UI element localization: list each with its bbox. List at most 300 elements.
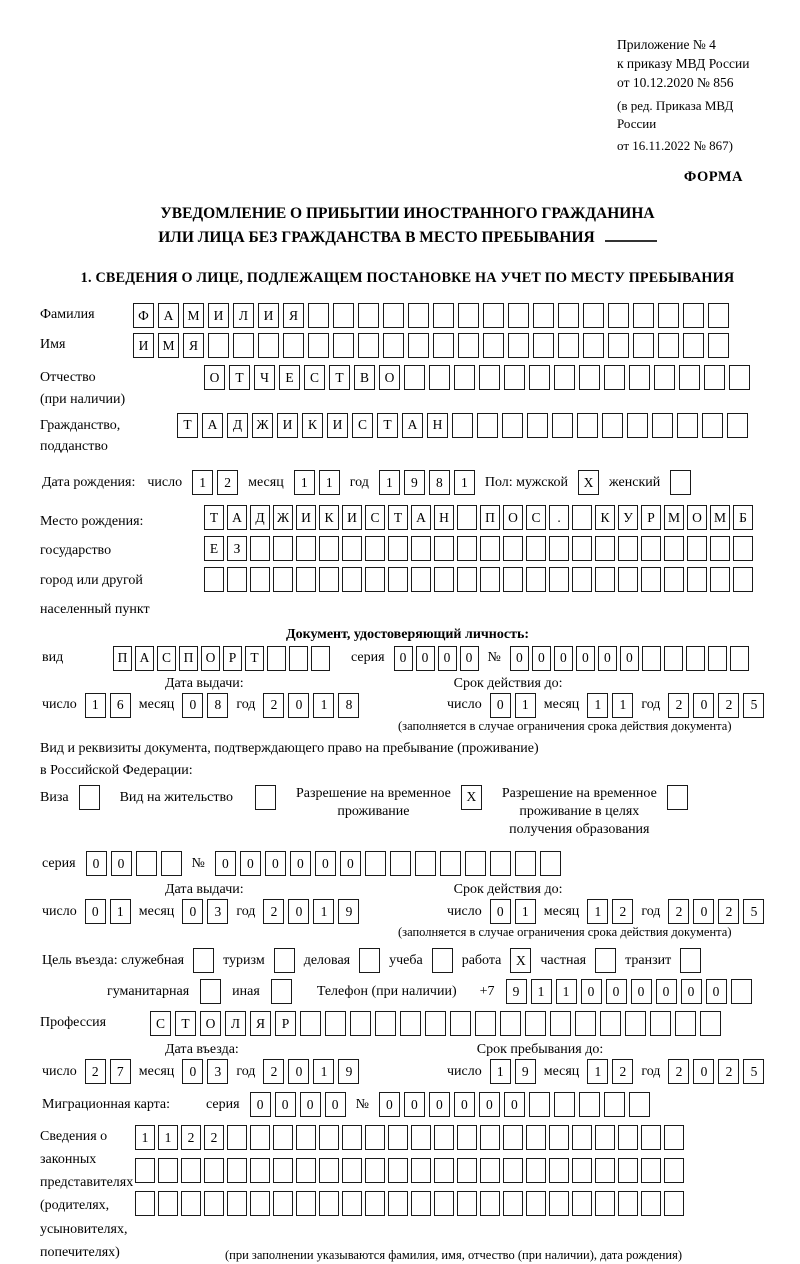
char-cell[interactable]: О [204,365,225,390]
char-cell[interactable] [388,1191,408,1216]
char-cell[interactable] [515,851,536,876]
char-cell[interactable]: Т [377,413,398,438]
char-cell[interactable]: 9 [506,979,527,1004]
char-cell[interactable]: С [304,365,325,390]
char-cell[interactable] [526,1158,546,1183]
char-cell[interactable] [390,851,411,876]
char-cell[interactable] [457,1158,477,1183]
char-cell[interactable] [250,1158,270,1183]
char-cell[interactable]: 0 [631,979,652,1004]
char-cell[interactable]: Н [434,505,454,530]
char-cell[interactable]: 0 [510,646,529,671]
char-cell[interactable]: С [150,1011,171,1036]
char-cell[interactable] [608,303,629,328]
char-cell[interactable]: 1 [85,693,106,718]
char-cell[interactable]: 1 [192,470,213,495]
char-cell[interactable] [283,333,304,358]
char-cell[interactable] [503,536,523,561]
char-cell[interactable]: 2 [263,1059,284,1084]
char-cell[interactable] [633,303,654,328]
char-cell[interactable]: Т [177,413,198,438]
char-cell[interactable] [526,536,546,561]
char-cell[interactable]: 0 [404,1092,425,1117]
char-cell[interactable] [704,365,725,390]
char-cell[interactable] [204,567,224,592]
char-cell[interactable]: 0 [290,851,311,876]
char-cell[interactable] [618,1191,638,1216]
char-cell[interactable]: 2 [263,899,284,924]
char-cell[interactable] [618,567,638,592]
transit-checkbox[interactable] [680,948,701,973]
char-cell[interactable] [433,333,454,358]
char-cell[interactable] [508,333,529,358]
char-cell[interactable] [483,303,504,328]
char-cell[interactable]: 0 [490,899,511,924]
char-cell[interactable] [388,1125,408,1150]
char-cell[interactable] [311,646,330,671]
char-cell[interactable] [583,333,604,358]
char-cell[interactable]: 0 [693,899,714,924]
char-cell[interactable] [595,1158,615,1183]
char-cell[interactable] [333,333,354,358]
char-cell[interactable]: 0 [111,851,132,876]
char-cell[interactable] [465,851,486,876]
char-cell[interactable] [411,1125,431,1150]
char-cell[interactable]: 2 [181,1125,201,1150]
char-cell[interactable]: С [365,505,385,530]
char-cell[interactable] [365,536,385,561]
char-cell[interactable] [411,1191,431,1216]
char-cell[interactable]: Я [183,333,204,358]
char-cell[interactable]: 1 [135,1125,155,1150]
char-cell[interactable] [529,365,550,390]
char-cell[interactable] [664,536,684,561]
char-cell[interactable] [388,567,408,592]
char-cell[interactable]: И [208,303,229,328]
char-cell[interactable] [458,303,479,328]
char-cell[interactable]: Л [233,303,254,328]
char-cell[interactable]: 1 [158,1125,178,1150]
char-cell[interactable] [579,1092,600,1117]
char-cell[interactable]: 0 [620,646,639,671]
char-cell[interactable]: 2 [718,693,739,718]
char-cell[interactable] [342,1158,362,1183]
char-cell[interactable] [411,1158,431,1183]
char-cell[interactable]: Е [279,365,300,390]
char-cell[interactable] [572,1191,592,1216]
char-cell[interactable]: 3 [207,899,228,924]
char-cell[interactable] [675,1011,696,1036]
char-cell[interactable] [480,1125,500,1150]
char-cell[interactable]: 0 [656,979,677,1004]
char-cell[interactable] [708,646,727,671]
temp-permit-checkbox[interactable]: X [461,785,482,810]
char-cell[interactable] [296,567,316,592]
char-cell[interactable] [579,365,600,390]
char-cell[interactable]: 5 [743,1059,764,1084]
char-cell[interactable] [552,413,573,438]
char-cell[interactable]: П [480,505,500,530]
char-cell[interactable]: К [595,505,615,530]
char-cell[interactable] [273,1158,293,1183]
char-cell[interactable]: И [296,505,316,530]
char-cell[interactable]: Е [204,536,224,561]
char-cell[interactable] [434,1191,454,1216]
char-cell[interactable] [710,567,730,592]
char-cell[interactable] [319,1191,339,1216]
char-cell[interactable] [365,851,386,876]
char-cell[interactable] [135,1191,155,1216]
char-cell[interactable] [604,365,625,390]
char-cell[interactable] [727,413,748,438]
char-cell[interactable] [554,1092,575,1117]
char-cell[interactable] [679,365,700,390]
char-cell[interactable] [577,413,598,438]
char-cell[interactable] [483,333,504,358]
char-cell[interactable]: 0 [250,1092,271,1117]
char-cell[interactable] [457,1191,477,1216]
char-cell[interactable] [319,1158,339,1183]
char-cell[interactable]: 1 [515,899,536,924]
char-cell[interactable]: И [258,303,279,328]
private-checkbox[interactable] [595,948,616,973]
char-cell[interactable]: 1 [313,693,334,718]
char-cell[interactable] [618,536,638,561]
char-cell[interactable] [572,505,592,530]
char-cell[interactable] [425,1011,446,1036]
char-cell[interactable] [296,1125,316,1150]
char-cell[interactable]: 9 [404,470,425,495]
char-cell[interactable] [411,536,431,561]
char-cell[interactable] [208,333,229,358]
char-cell[interactable] [273,1191,293,1216]
char-cell[interactable]: Р [223,646,242,671]
char-cell[interactable]: 2 [204,1125,224,1150]
char-cell[interactable] [549,1158,569,1183]
char-cell[interactable] [533,303,554,328]
char-cell[interactable]: К [302,413,323,438]
char-cell[interactable] [583,303,604,328]
char-cell[interactable]: А [227,505,247,530]
char-cell[interactable] [549,1125,569,1150]
char-cell[interactable] [710,536,730,561]
char-cell[interactable] [181,1158,201,1183]
char-cell[interactable]: И [327,413,348,438]
char-cell[interactable]: А [411,505,431,530]
char-cell[interactable]: Т [329,365,350,390]
char-cell[interactable] [365,1158,385,1183]
char-cell[interactable]: 0 [438,646,457,671]
char-cell[interactable]: 6 [110,693,131,718]
char-cell[interactable] [504,365,525,390]
char-cell[interactable] [308,333,329,358]
char-cell[interactable] [333,303,354,328]
char-cell[interactable]: П [113,646,132,671]
char-cell[interactable]: Ч [254,365,275,390]
char-cell[interactable] [415,851,436,876]
char-cell[interactable] [273,567,293,592]
char-cell[interactable] [686,646,705,671]
char-cell[interactable] [595,1191,615,1216]
official-checkbox[interactable] [193,948,214,973]
char-cell[interactable]: Л [225,1011,246,1036]
char-cell[interactable] [308,303,329,328]
char-cell[interactable]: И [277,413,298,438]
char-cell[interactable]: М [158,333,179,358]
char-cell[interactable] [633,333,654,358]
char-cell[interactable]: 0 [416,646,435,671]
char-cell[interactable] [181,1191,201,1216]
char-cell[interactable]: 0 [340,851,361,876]
char-cell[interactable] [708,333,729,358]
char-cell[interactable] [503,1158,523,1183]
char-cell[interactable]: О [201,646,220,671]
char-cell[interactable]: Д [227,413,248,438]
char-cell[interactable]: И [342,505,362,530]
char-cell[interactable]: А [402,413,423,438]
char-cell[interactable] [319,1125,339,1150]
char-cell[interactable]: М [664,505,684,530]
char-cell[interactable] [664,1125,684,1150]
char-cell[interactable]: Т [175,1011,196,1036]
char-cell[interactable] [289,646,308,671]
male-checkbox[interactable]: X [578,470,599,495]
char-cell[interactable] [503,1191,523,1216]
char-cell[interactable] [440,851,461,876]
char-cell[interactable] [296,1158,316,1183]
char-cell[interactable]: 1 [515,693,536,718]
residence-permit-checkbox[interactable] [255,785,276,810]
char-cell[interactable] [434,1125,454,1150]
char-cell[interactable]: 2 [668,1059,689,1084]
char-cell[interactable]: 2 [718,899,739,924]
char-cell[interactable] [325,1011,346,1036]
char-cell[interactable]: В [354,365,375,390]
char-cell[interactable]: З [227,536,247,561]
char-cell[interactable] [365,1125,385,1150]
char-cell[interactable]: 1 [313,899,334,924]
char-cell[interactable] [604,1092,625,1117]
char-cell[interactable] [408,303,429,328]
char-cell[interactable]: П [179,646,198,671]
char-cell[interactable] [618,1125,638,1150]
char-cell[interactable] [408,333,429,358]
char-cell[interactable]: 7 [110,1059,131,1084]
char-cell[interactable]: 2 [612,899,633,924]
char-cell[interactable] [642,646,661,671]
char-cell[interactable] [733,536,753,561]
char-cell[interactable]: К [319,505,339,530]
char-cell[interactable]: 8 [338,693,359,718]
char-cell[interactable] [652,413,673,438]
char-cell[interactable]: 0 [85,899,106,924]
char-cell[interactable] [575,1011,596,1036]
char-cell[interactable]: 1 [612,693,633,718]
char-cell[interactable] [664,567,684,592]
char-cell[interactable] [475,1011,496,1036]
char-cell[interactable] [204,1158,224,1183]
char-cell[interactable] [664,1191,684,1216]
char-cell[interactable]: 2 [612,1059,633,1084]
char-cell[interactable] [434,536,454,561]
char-cell[interactable] [250,536,270,561]
visa-checkbox[interactable] [79,785,100,810]
char-cell[interactable] [500,1011,521,1036]
char-cell[interactable]: А [158,303,179,328]
char-cell[interactable] [550,1011,571,1036]
female-checkbox[interactable] [670,470,691,495]
char-cell[interactable] [233,333,254,358]
char-cell[interactable]: О [200,1011,221,1036]
char-cell[interactable]: 1 [587,899,608,924]
char-cell[interactable] [258,333,279,358]
char-cell[interactable] [702,413,723,438]
char-cell[interactable]: 1 [379,470,400,495]
char-cell[interactable] [135,1158,155,1183]
char-cell[interactable] [158,1191,178,1216]
char-cell[interactable] [300,1011,321,1036]
char-cell[interactable] [554,365,575,390]
char-cell[interactable]: 0 [693,693,714,718]
char-cell[interactable]: 0 [288,693,309,718]
char-cell[interactable]: 1 [454,470,475,495]
char-cell[interactable]: 2 [263,693,284,718]
char-cell[interactable] [730,646,749,671]
char-cell[interactable]: 1 [531,979,552,1004]
char-cell[interactable] [457,536,477,561]
char-cell[interactable] [273,1125,293,1150]
char-cell[interactable] [273,536,293,561]
char-cell[interactable]: 1 [319,470,340,495]
char-cell[interactable] [664,646,683,671]
char-cell[interactable] [296,536,316,561]
char-cell[interactable]: 5 [743,693,764,718]
char-cell[interactable]: 0 [606,979,627,1004]
char-cell[interactable]: 0 [288,899,309,924]
char-cell[interactable] [319,536,339,561]
char-cell[interactable] [250,1191,270,1216]
char-cell[interactable] [480,1191,500,1216]
char-cell[interactable]: 0 [182,899,203,924]
char-cell[interactable] [452,413,473,438]
char-cell[interactable] [477,413,498,438]
char-cell[interactable] [480,1158,500,1183]
char-cell[interactable] [450,1011,471,1036]
char-cell[interactable] [595,536,615,561]
char-cell[interactable]: Т [204,505,224,530]
char-cell[interactable] [342,1191,362,1216]
char-cell[interactable] [503,1125,523,1150]
char-cell[interactable]: 2 [718,1059,739,1084]
char-cell[interactable] [658,333,679,358]
char-cell[interactable]: 0 [325,1092,346,1117]
char-cell[interactable] [503,567,523,592]
char-cell[interactable] [641,1158,661,1183]
char-cell[interactable] [602,413,623,438]
char-cell[interactable] [658,303,679,328]
char-cell[interactable]: О [379,365,400,390]
char-cell[interactable] [508,303,529,328]
work-checkbox[interactable]: X [510,948,531,973]
char-cell[interactable] [533,333,554,358]
char-cell[interactable]: 0 [532,646,551,671]
char-cell[interactable]: 1 [294,470,315,495]
char-cell[interactable] [608,333,629,358]
char-cell[interactable] [136,851,157,876]
char-cell[interactable]: С [352,413,373,438]
char-cell[interactable]: 0 [86,851,107,876]
char-cell[interactable] [529,1092,550,1117]
char-cell[interactable]: 0 [182,1059,203,1084]
char-cell[interactable]: 0 [275,1092,296,1117]
char-cell[interactable]: 9 [338,1059,359,1084]
char-cell[interactable] [227,1191,247,1216]
char-cell[interactable] [572,536,592,561]
char-cell[interactable]: 2 [217,470,238,495]
char-cell[interactable]: Т [245,646,264,671]
char-cell[interactable]: Я [283,303,304,328]
char-cell[interactable]: У [618,505,638,530]
char-cell[interactable] [572,1158,592,1183]
char-cell[interactable] [433,303,454,328]
humanitarian-checkbox[interactable] [200,979,221,1004]
char-cell[interactable] [641,1191,661,1216]
char-cell[interactable] [700,1011,721,1036]
char-cell[interactable] [572,567,592,592]
char-cell[interactable] [526,567,546,592]
char-cell[interactable] [319,567,339,592]
char-cell[interactable]: 0 [265,851,286,876]
char-cell[interactable] [627,413,648,438]
char-cell[interactable] [641,536,661,561]
char-cell[interactable]: 2 [668,693,689,718]
char-cell[interactable] [664,1158,684,1183]
char-cell[interactable] [383,303,404,328]
char-cell[interactable]: Ж [252,413,273,438]
char-cell[interactable] [595,1125,615,1150]
char-cell[interactable] [429,365,450,390]
char-cell[interactable] [365,1191,385,1216]
char-cell[interactable]: Н [427,413,448,438]
char-cell[interactable] [342,567,362,592]
char-cell[interactable] [454,365,475,390]
char-cell[interactable] [227,1125,247,1150]
char-cell[interactable] [411,567,431,592]
char-cell[interactable] [365,567,385,592]
char-cell[interactable]: 0 [479,1092,500,1117]
char-cell[interactable]: Ж [273,505,293,530]
char-cell[interactable]: 0 [504,1092,525,1117]
char-cell[interactable]: 1 [556,979,577,1004]
char-cell[interactable]: 9 [338,899,359,924]
char-cell[interactable]: 0 [379,1092,400,1117]
char-cell[interactable] [687,536,707,561]
char-cell[interactable] [525,1011,546,1036]
char-cell[interactable] [404,365,425,390]
char-cell[interactable]: 0 [706,979,727,1004]
other-checkbox[interactable] [271,979,292,1004]
char-cell[interactable]: 0 [215,851,236,876]
char-cell[interactable]: О [503,505,523,530]
char-cell[interactable] [526,1125,546,1150]
char-cell[interactable] [457,505,477,530]
char-cell[interactable] [729,365,750,390]
char-cell[interactable] [540,851,561,876]
char-cell[interactable] [572,1125,592,1150]
char-cell[interactable] [618,1158,638,1183]
char-cell[interactable]: 0 [454,1092,475,1117]
char-cell[interactable]: Р [275,1011,296,1036]
